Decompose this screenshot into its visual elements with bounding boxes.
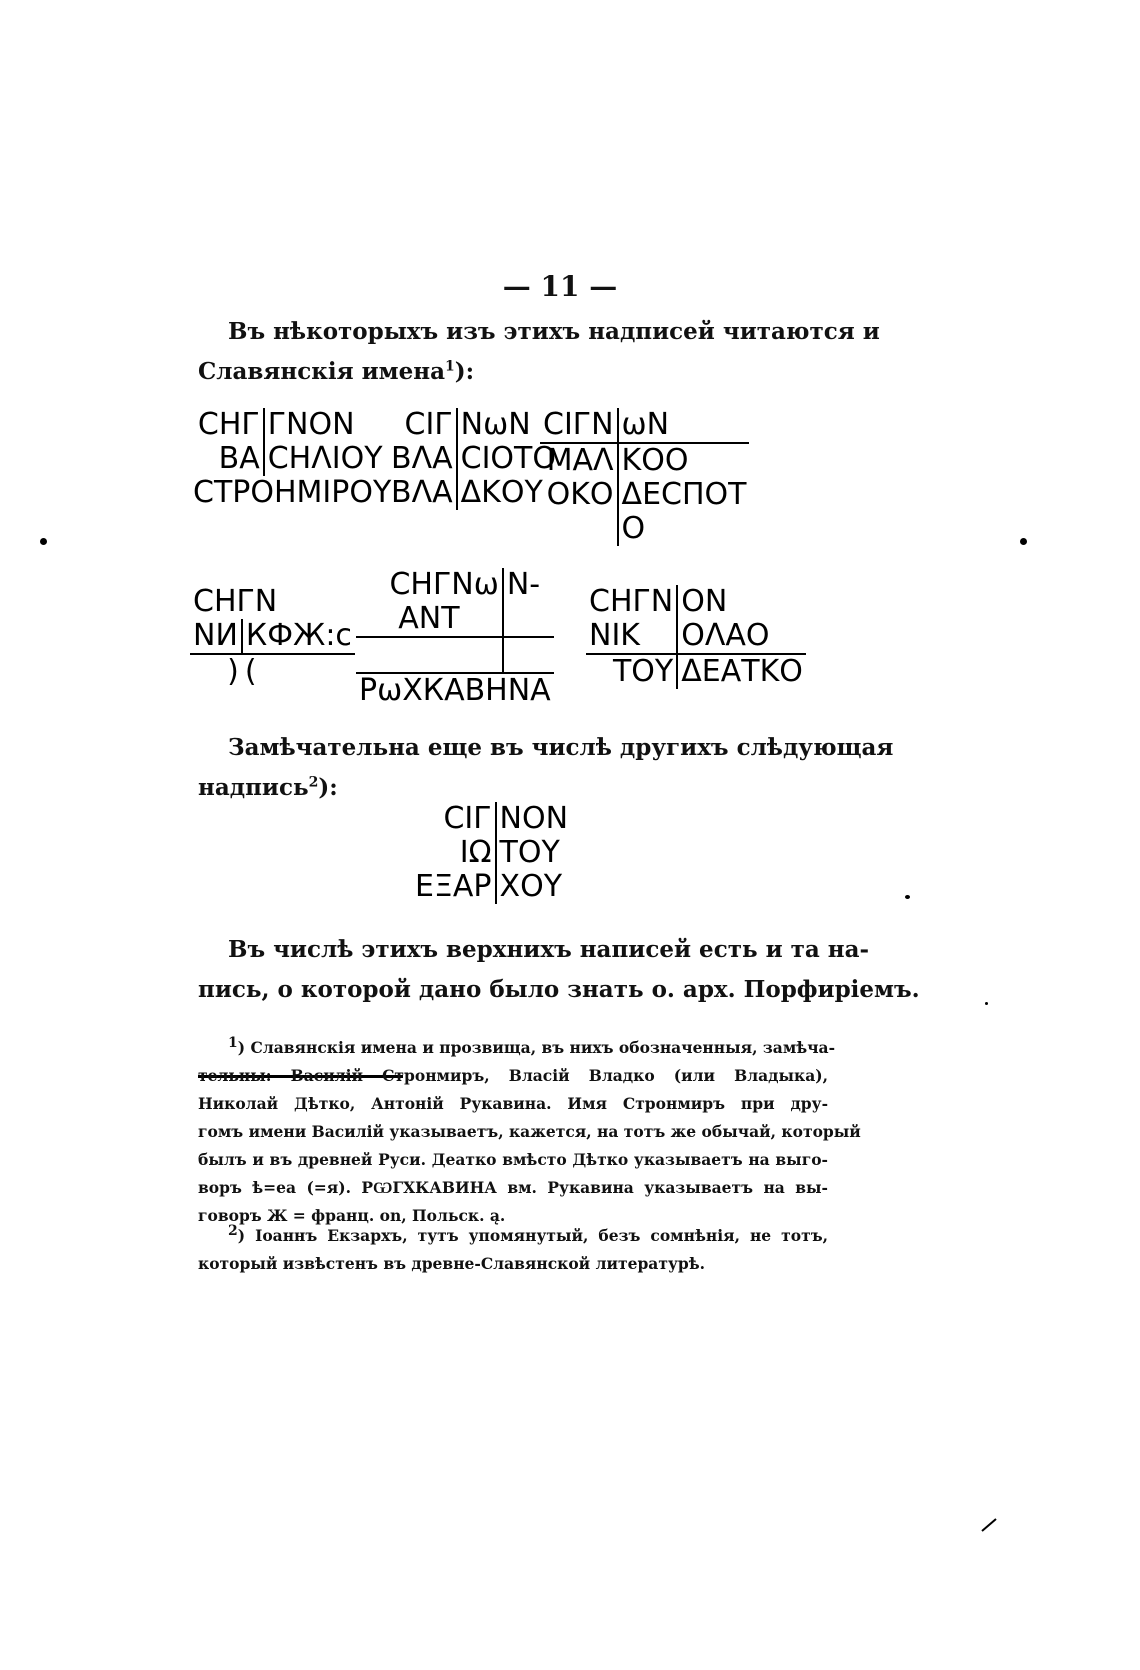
seal-center-cell: ΕΞΑΡ (412, 870, 496, 904)
seal-2-cell: CIΟΤΟ (460, 441, 556, 476)
seal-5-cell: РωХКАВНNА (356, 673, 554, 708)
seal-2-cell: ВΛА (388, 476, 457, 510)
seal-5-cell: ΑNΤ (356, 602, 503, 637)
footnote-1-line: говоръ Ж = франц. on, Польск. ą. (198, 1206, 506, 1225)
footnote-1-line: гомъ имени Василій указываетъ, кажется, на тотъ же обычай, который (198, 1122, 861, 1141)
seal-center-cell: NON (499, 801, 569, 836)
paragraph-1 (198, 312, 880, 392)
seal-inscription-center (412, 802, 571, 904)
seal-6-cell: ON (681, 584, 728, 619)
seal-center-cell: ΤΟΥ (499, 835, 560, 870)
footnote-1-line: былъ и въ древней Руси. Деатко вмѣсто Дѣтко указываетъ на выго- (198, 1150, 828, 1169)
scan-speck (1020, 538, 1027, 545)
paragraph-3 (198, 930, 920, 1010)
seal-1-cell: ГNON (267, 407, 355, 442)
seal-6-cell: ΤΟΥ (586, 654, 677, 689)
seal-1-cell: СТРОНМΙΡΟΥ (193, 475, 392, 510)
seal-center-cell: ΙΩ (412, 836, 496, 870)
seal-inscription-6 (586, 585, 806, 689)
seal-5-cell: СНГNω (356, 568, 503, 602)
paragraph-3-line-1: Въ числѣ этихъ верхнихъ написей есть и та на- (228, 936, 870, 963)
footnote-2-line (198, 1222, 828, 1250)
seal-4-cell: СНГN (193, 584, 278, 619)
footnote-1-mark: 1 (228, 1034, 238, 1051)
seal-3-cell (540, 512, 618, 546)
paragraph-1-line-2 (198, 352, 828, 392)
seal-3-cell: ΟΚΟ (540, 478, 618, 512)
paragraph-2-line-2-text: надпись (198, 774, 309, 801)
seal-2-cell: ΔΚΟΥ (460, 475, 543, 510)
seal-inscription-3 (540, 408, 749, 546)
footnote-2 (198, 1222, 828, 1278)
footnote-1-line-text: ) Славянскія имена и прозвища, въ нихъ обозначенныя, замѣча- (237, 1038, 836, 1057)
seal-inscription-4 (190, 585, 355, 689)
footnote-2-line: который извѣстенъ въ древне-Славянской литературѣ. (198, 1254, 705, 1273)
footnote-2-mark: 2 (228, 1222, 238, 1239)
seal-2-cell: CIГ (388, 408, 457, 442)
seal-4-cell: ( (242, 654, 355, 689)
footnote-1-line: воръ ѣ=еа (=я). РѠГХКАВИНА вм. Рукавина указываетъ на вы- (198, 1178, 828, 1197)
seal-inscription-2 (388, 408, 559, 510)
paragraph-1-line-2-text: Славянскія имена (198, 358, 445, 385)
footnote-2-line-text: ) Іоаннъ Екзархъ, тутъ упомянутый, безъ сомнѣнія, не тотъ, (237, 1226, 828, 1245)
footnote-1-line: тельны: Василій Стронмиръ, Власій Владко (или Владыка), (198, 1066, 828, 1085)
paragraph-1-line-1: Въ нѣкоторыхъ изъ этихъ надписей читаются и (228, 318, 880, 345)
seal-inscription-5 (356, 568, 554, 708)
seal-3-cell: Ο (621, 511, 646, 546)
seal-2-cell: ВΛА (388, 442, 457, 476)
scan-speck (985, 1002, 988, 1005)
seal-3-cell: ΔΕCΠΟΤ (621, 477, 747, 512)
seal-4-cell: КФЖ:с (245, 618, 352, 653)
paragraph-1-line-2-tail: ): (454, 358, 475, 385)
paragraph-2 (198, 728, 894, 808)
seal-5-cell (356, 637, 503, 673)
page-number: — 11 — (502, 270, 618, 303)
seal-3-cell: CIГN (540, 408, 618, 443)
paragraph-2-line-2-tail: ): (318, 774, 338, 801)
paragraph-3-line-2: пись, о которой дано было знать о. арх. Порфиріемъ. (198, 976, 920, 1003)
seal-3-cell: МΑΛ (540, 443, 618, 478)
scan-speck (40, 538, 47, 545)
seal-6-cell: СНГN (586, 585, 677, 619)
seal-inscription-1 (190, 408, 394, 510)
seal-center-cell: CIГ (412, 802, 496, 836)
seal-5-cell: N- (506, 567, 541, 602)
paragraph-2-line-1: Замѣчательна еще въ числѣ другихъ слѣдующая (228, 734, 894, 761)
seal-1-cell: СНΛΙΟΥ (267, 441, 383, 476)
seal-3-cell: ΚΟΟ (618, 443, 750, 478)
seal-3-cell: ωN (621, 407, 670, 442)
footnote-ref-2: 2 (308, 774, 319, 791)
seal-6-cell: ΔΕΑΤΚΟ (677, 654, 806, 689)
scan-mark (980, 1515, 1000, 1535)
footnote-ref-1: 1 (445, 358, 455, 375)
seal-6-cell: ΟΛΑΟ (681, 618, 770, 653)
seal-4-cell: NИ (190, 619, 242, 654)
seal-1-cell: ВА (190, 442, 264, 476)
seal-5-cell (503, 602, 554, 637)
seal-1-cell: СНГ (190, 408, 264, 442)
footnote-1-line (198, 1034, 836, 1062)
footnote-1-line: Николай Дѣтко, Антоній Рукавина. Имя Стронмиръ при дру- (198, 1094, 828, 1113)
footnote-1 (198, 1034, 861, 1230)
seal-5-cell (503, 637, 554, 673)
seal-4-cell: ) (190, 654, 242, 689)
scan-speck (905, 895, 910, 899)
seal-2-cell: NωN (460, 407, 531, 442)
seal-center-cell: ΧΟΥ (499, 869, 563, 904)
seal-6-cell: NΙΚ (586, 619, 677, 654)
